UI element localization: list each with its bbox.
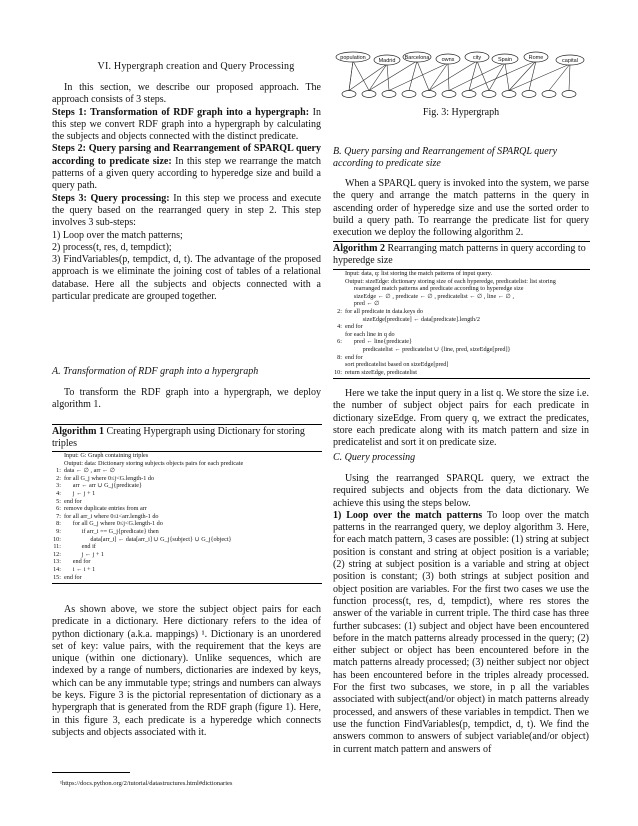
algo1-line-number: 13:: [53, 558, 61, 566]
substep-3: 3) FindVariables(p, tempdict, d, t). The advantage of the proposed approach is we eliminate the joining cost of tables of a relational database. Here all the subjects and objects connected with a particular predicate are grouped together.: [52, 254, 321, 303]
subsection-a-title: A. Transformation of RDF graph into a hypergraph: [52, 366, 259, 377]
algo1-line-text: if arr_i == G_j{predicate} then: [81, 527, 159, 535]
algo2-line: [333, 278, 590, 286]
algo2-line: [333, 323, 590, 331]
algo1-line-text: for all G_j where 0≤j<G.length-1 do: [72, 520, 163, 528]
subsection-b-title: B. Query parsing and Rearrangement of SPARQL query according to predicate size: [333, 146, 558, 170]
hypergraph-leaf-node: [442, 91, 456, 98]
algo2-line: [333, 354, 590, 362]
hypergraph-edge: [349, 61, 353, 91]
algo1-line-text: remove duplicate entries from arr: [64, 505, 147, 513]
subsection-a-text: To transform the RDF graph into a hypergraph, we deploy algorithm 1.: [52, 387, 321, 411]
hypergraph-leaf-node: [482, 91, 496, 98]
footnote-rule: [52, 772, 130, 773]
algo2-line: [333, 361, 590, 369]
algo1-line-text: data[arr_i] ← data[arr_i] ∪ G_j{subject} ∪ G_j{object}: [90, 535, 232, 543]
algo1-line-number: 4:: [56, 489, 61, 497]
subsection-c-loop-paragraph: [333, 510, 589, 756]
algo2-line-number: 4:: [337, 323, 342, 331]
hypergraph-node-label: Rome: [528, 55, 544, 61]
algo1-line-number: 2:: [56, 474, 61, 482]
hypergraph-node-label: Madrid: [378, 58, 396, 64]
algo1-line-number: 10:: [53, 535, 61, 543]
algo1-line-number: 8:: [56, 520, 61, 528]
algo1-line-text: end if: [81, 543, 96, 551]
algo2-line: [333, 369, 590, 377]
hypergraph-node-label: Barcelona: [404, 55, 430, 61]
step2-text: In this step we rearrange the match patterns of a given query according to hyperedge size and build a query path.: [52, 155, 321, 192]
algo2-line-text: Output: sizeEdge: dictionary storing size of each hyperedge, predicatelist: list storing: [345, 277, 556, 285]
step3-paragraph: [52, 193, 321, 230]
hypergraph-edge: [369, 61, 417, 91]
hypergraph-leaf-node: [402, 91, 416, 98]
after-algo2-paragraph: Here we take the input query in a list q. We store the size i.e. the number of subject object pairs for each predicate in dictionary sizeEdge. From query q, we extract the predicates, store each predicate along with its match pattern and size in predicatelist and sort it on predicate size.: [333, 388, 589, 449]
hypergraph-leaf-node: [502, 91, 516, 98]
hypergraph-edge: [509, 64, 570, 91]
algo1-line-number: 1:: [56, 467, 61, 475]
algo2-line-text: end for: [345, 353, 363, 361]
hypergraph-leaf-node: [562, 91, 576, 98]
hypergraph-edge: [349, 64, 387, 91]
subsection-c-intro: Using the rearranged SPARQL query, we extract the required subjects and objects from the data dictionary. We achieve this using the steps below.: [333, 473, 589, 509]
algo1-line: [52, 520, 322, 528]
algo1-line: [52, 467, 322, 475]
algo1-top-rule: [52, 424, 322, 425]
hypergraph-leaf-node: [522, 91, 536, 98]
algo1-line: [52, 528, 322, 536]
algo2-title-text: Rearranging match patterns in query according to hyperedge size: [333, 243, 586, 266]
hypergraph-edge: [449, 63, 505, 91]
algo2-top-rule: [333, 241, 590, 242]
subsection-b-text: When a SPARQL query is invoked into the system, we parse the query and arrange the match patterns in the query in ascending order of hyperedge size and use the sorted order to build a query path. To rearrange the predicate list for query execution we deploy the following algorithm 2.: [333, 178, 589, 239]
step2-paragraph: [52, 143, 321, 192]
algo1-line-text: j ← j + 1: [81, 550, 104, 558]
algo1-line-text: Input: G: Graph containing triples: [64, 452, 149, 459]
algo2-line: [333, 308, 590, 316]
algo1-title-text: Creating Hypergraph using Dictionary for storing triples: [52, 426, 305, 449]
algo1-line-number: 15:: [53, 573, 61, 581]
algo1-line: [52, 505, 322, 513]
algo1-line: [52, 490, 322, 498]
algo1-line: [52, 498, 322, 506]
hypergraph-leaf-node: [362, 91, 376, 98]
algo1-line: [52, 460, 322, 468]
algo1-line: [52, 475, 322, 483]
algo1-line-number: 14:: [53, 565, 61, 573]
algo1-line-number: 3:: [56, 482, 61, 490]
hypergraph-edge: [417, 61, 429, 91]
intro-paragraph: In this section, we describe our proposed approach. The approach consists of 3 steps.: [52, 82, 321, 106]
algo1-line: [52, 558, 322, 566]
algo2-line-text: end for: [345, 323, 363, 331]
subsection-c-title: C. Query processing: [333, 452, 416, 463]
algo2-line-text: pred ← ∅: [353, 300, 380, 308]
hypergraph-leaf-node: [542, 91, 556, 98]
algo2-line-text: return sizeEdge, predicatelist: [345, 368, 417, 376]
algo1-line-text: arr ← arr ∪ G_j{predicate}: [72, 482, 142, 490]
algo1-line-number: 5:: [56, 497, 61, 505]
algo1-line-number: 9:: [56, 527, 61, 535]
hypergraph-node-label: capital: [562, 58, 578, 64]
algo2-bottom-rule: [333, 378, 590, 379]
algo1-line-text: j ← j + 1: [72, 489, 96, 497]
hypergraph-node-label: Spain: [497, 57, 513, 63]
hypergraph-edge: [429, 61, 477, 91]
algo1-line: [52, 482, 322, 490]
algo1-line-number: 6:: [56, 505, 61, 513]
algo1-line-number: 12:: [53, 550, 61, 558]
step1-text: In this step we convert RDF graph into a hypergraph by calculating the subjects and objects connected with the distinct predicate.: [52, 106, 321, 143]
hypergraph-node-label: population: [340, 55, 366, 61]
algo2-line-text: sizeEdge[predicate] ← data[predicate].length/2: [362, 315, 480, 323]
algo2-line-text: sizeEdge ← ∅ , predicate ← ∅ , predicatelist ← ∅ , line ← ∅ ,: [353, 292, 515, 300]
algo1-line-text: for all G_j where 0≤j<G.length-1 do: [64, 474, 155, 482]
algo2-line-text: for each line in q do: [345, 330, 395, 338]
algo2-line-number: 2:: [337, 307, 342, 315]
algo2-line-text: for all predicate in data.keys do: [345, 307, 423, 315]
loop-text: To loop over the match patterns in the rearranged query, we deploy algorithm 3. Here, for each match pattern, 3 cases are possible: (1) string at subject position is constant and string at object position is a variable; (2) string at subject position is a variable and string at object position is constant; (3) both strings at subject position and object position are variables. For the first two cases we use the function process(t, res, d, tempdict), where res stores the answer of the variable in current triple. The third case has three further subcases: (1) subject and object have been encountered before in the match patterns already processed in the query; (2) either subject or object has been encountered before in the match patterns already processed; (3) neither subject nor object has been encountered before in the triples already processed. For the first two subcases, we store, in p all the variables associated with subject(and/or object) in match patterns already processed, and answers of these variables in tempdict. Then we use the function FindVariables(p, tempdict, d, t). We find the answers common to answers of subject variable(and/or object) in current match pattern and answers of: [333, 509, 590, 755]
hypergraph-edges: [349, 61, 570, 91]
algo1-body: [52, 452, 322, 581]
algo2-line: [333, 331, 590, 339]
hypergraph-node-label: owns: [441, 57, 455, 63]
after-algo1-paragraph: As shown above, we store the subject object pairs for each predicate in a dictionary. Here dictionary refers to the idea of python dictionary (a.k.a. mappings) ¹. Dictionary is an unordered set of key: value pairs, with the requirement that the keys are unique (within one dictionary). Unlike sequences, which are indexed by a range of numbers, dictionaries are indexed by keys, which can be any immutable type; strings and numbers can always be keys. Figure 3 is the pictorial representation of dictionary as a hypergraph that is generated from the RDF graph (figure 1). Here, in this figure 3, each predicate is a hyperedge which connects subjects and objects associated with it.: [52, 604, 321, 738]
hypergraph-edge: [505, 63, 509, 91]
algo1-line-number: 7:: [56, 512, 61, 520]
algo1-line: [52, 536, 322, 544]
algo1-line-number: 11:: [53, 543, 61, 551]
hypergraph-leaf-node: [462, 91, 476, 98]
algo2-line-text: sort predicatelist based on sizeEdge[pred]: [345, 361, 449, 369]
hypergraph-node-label: city: [472, 55, 482, 61]
figure-caption: Fig. 3: Hypergraph: [422, 107, 500, 118]
hypergraph-edge: [387, 64, 389, 91]
algo2-line-number: 8:: [337, 353, 342, 361]
algo1-bottom-rule: [52, 583, 322, 584]
algo2-line-number: 10:: [334, 368, 342, 376]
after-algo1-block: [52, 604, 321, 739]
step3-label: Steps 3: Query processing:: [52, 192, 170, 204]
footnote: ¹https://docs.python.org/2/tutorial/datastructures.html#dictionaries: [60, 780, 233, 787]
algo1-line-text: end for: [72, 558, 91, 566]
subsection-a-paragraph: [52, 387, 321, 412]
hypergraph-leaf-node: [382, 91, 396, 98]
algo2-body: [333, 270, 590, 376]
algo2-line: [333, 316, 590, 324]
algo1-line: [52, 452, 322, 460]
hypergraph-nodes: [336, 52, 584, 65]
loop-label: 1) Loop over the match patterns: [333, 509, 483, 521]
algo1-line: [52, 543, 322, 551]
subsection-c-block: [333, 473, 589, 756]
hypergraph-figure: [333, 48, 590, 103]
algo2-line: [333, 338, 590, 346]
algo2-line: [333, 285, 590, 293]
step1-paragraph: [52, 107, 321, 144]
algo2-line: [333, 346, 590, 354]
algo1-line: [52, 513, 322, 521]
algo2-title-label: Algorithm 2: [333, 243, 385, 254]
algo1-line: [52, 566, 322, 574]
step3-text: In this step we process and execute the query based on the rearranged query in step 2. This step involves 3 sub-steps:: [52, 192, 322, 229]
algo2-line-number: 6:: [337, 338, 342, 346]
algo1-line-text: end for: [64, 573, 82, 581]
hypergraph-edge: [549, 64, 570, 91]
hypergraph-edge: [529, 61, 536, 91]
algo2-line-text: Input: data, q: list storing the match patterns of input query.: [345, 270, 493, 277]
algo1-title-label: Algorithm 1: [52, 426, 104, 437]
hypergraph-edge: [369, 64, 387, 91]
algo1-line: [52, 574, 322, 582]
algo2-line: [333, 270, 590, 278]
algo1-line-text: end for: [64, 497, 82, 505]
algo1-line-text: Output: data: Dictionary storing subjects objects pairs for each predicate: [64, 459, 244, 467]
algo1-line: [52, 551, 322, 559]
algo1-line-text: for all arr_i where 0≤i<arr.length-1 do: [64, 512, 159, 520]
hypergraph-edge: [569, 64, 570, 91]
algo2-title: [333, 243, 590, 267]
hypergraph-leaf-nodes: [342, 91, 576, 98]
left-intro-block: [52, 82, 321, 303]
hypergraph-edge: [448, 63, 449, 91]
hypergraph-leaf-node: [422, 91, 436, 98]
algo1-title: [52, 426, 322, 450]
hypergraph-edge: [509, 61, 536, 91]
after-algo2-block: [333, 388, 589, 449]
substep-1: 1) Loop over the match patterns;: [52, 229, 183, 241]
subsection-b-paragraph: [333, 178, 589, 239]
substep-2: 2) process(t, res, d, tempdict);: [52, 241, 172, 253]
step2-label: Steps 2: Query parsing and Rearrangement of SPARQL query according to predicate size:: [52, 143, 321, 167]
hypergraph-leaf-node: [342, 91, 356, 98]
algo2-line: [333, 293, 590, 301]
algo2-line: [333, 300, 590, 308]
section-title: VI. Hypergraph creation and Query Processing: [97, 61, 295, 72]
algo2-line-text: pred ← line{predicate}: [353, 338, 412, 346]
algo2-line-text: rearranged match patterns and predicate according to hyperedge size: [353, 285, 524, 293]
step1-label: Steps 1: Transformation of RDF graph into a hypergraph:: [52, 106, 310, 118]
algo1-line-text: i ← i + 1: [72, 565, 96, 573]
hypergraph-edge: [389, 63, 448, 91]
algo2-line-text: predicatelist ← predicatelist ∪ {line, pred, sizeEdge[pred]}: [362, 345, 511, 353]
algo1-line-text: data ← ∅ , arr ← ∅: [64, 467, 116, 475]
